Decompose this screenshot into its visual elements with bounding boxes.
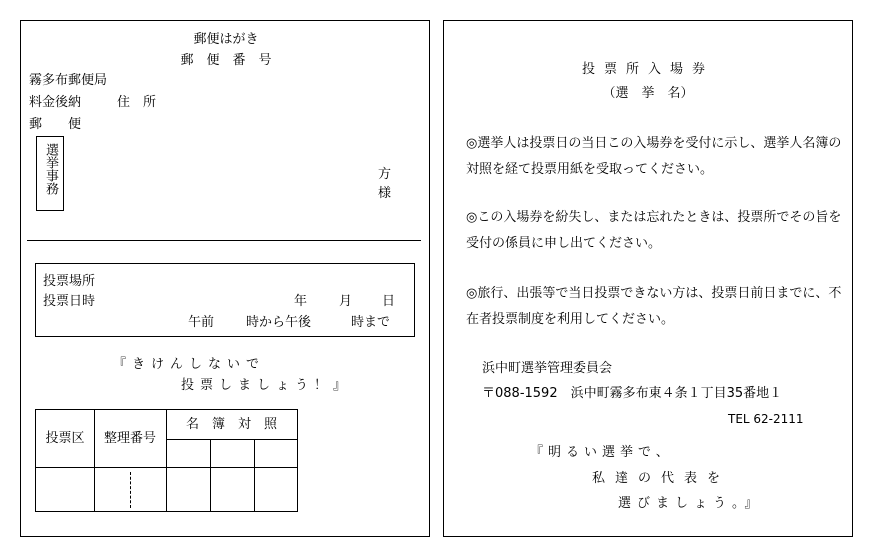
ticket-slogan-line2: 私達の代表を	[592, 471, 731, 486]
notice-2: ◎この入場券を紛失し、または忘れたときは、投票所でその旨を受付の係員に申し出てください。	[466, 210, 842, 251]
table-header-voting-district: 投票区	[45, 431, 85, 446]
table-vline-3	[210, 439, 211, 511]
from-pm-label: 時から午後	[246, 315, 312, 330]
until-label: 時まで	[351, 315, 391, 330]
post-office-name: 霧多布郵便局	[29, 73, 108, 88]
ticket-title: 投票所入場券	[581, 62, 714, 77]
table-dashed-line	[130, 472, 131, 508]
election-name-label: （選 挙 名）	[602, 86, 694, 101]
committee-address: 〒088-1592 浜中町霧多布東４条１丁目35番地１	[482, 386, 783, 401]
table-hline-sub	[166, 439, 297, 440]
ticket-slogan-line1: 『明るい選挙で、	[530, 445, 674, 460]
am-label: 午前	[188, 315, 215, 330]
mail-label: 郵 便	[29, 117, 82, 132]
ticket-slogan-line3: 選びましょう。』	[618, 496, 764, 511]
voting-info-box	[35, 263, 415, 337]
honorific-sama: 様	[378, 186, 392, 201]
table-hline-mid	[36, 467, 297, 468]
voting-place-label: 投票場所	[43, 274, 96, 289]
honorific-kata: 方	[378, 167, 392, 182]
address-label: 住 所	[117, 95, 157, 110]
divider-line	[27, 240, 421, 241]
postcard-header: 郵便はがき	[193, 32, 259, 47]
year-label: 年	[294, 294, 308, 309]
postcard-slogan-line2: 投票しましょう！』	[181, 378, 353, 393]
committee-tel: TEL 62-2111	[728, 412, 804, 426]
fee-label: 料金後納	[29, 95, 82, 110]
postcard-panel	[20, 20, 430, 537]
committee-name: 浜中町選挙管理委員会	[482, 361, 613, 376]
notice-1: ◎選挙人は投票日の当日この入場券を受付に示し、選挙人名簿の対照を経て投票用紙を受取ってください。	[466, 136, 842, 177]
register-table	[35, 409, 298, 512]
day-label: 日	[382, 294, 396, 309]
table-header-register-check: 名 簿 対 照	[185, 417, 277, 432]
table-vline-4	[254, 439, 255, 511]
election-office-box	[36, 136, 64, 211]
table-vline-1	[94, 410, 95, 511]
postal-code-label: 郵 便 番 号	[180, 53, 272, 68]
admission-ticket-panel	[443, 20, 853, 537]
election-office-text: 選挙事務	[43, 143, 58, 195]
voting-datetime-label: 投票日時	[43, 294, 96, 309]
notice-3: ◎旅行、出張等で当日投票できない方は、投票日前日までに、不在者投票制度を利用してください。	[466, 286, 842, 327]
month-label: 月	[339, 294, 353, 309]
table-header-serial-number: 整理番号	[103, 431, 156, 446]
postcard-slogan-line1: 『きけんしないで	[113, 357, 266, 372]
